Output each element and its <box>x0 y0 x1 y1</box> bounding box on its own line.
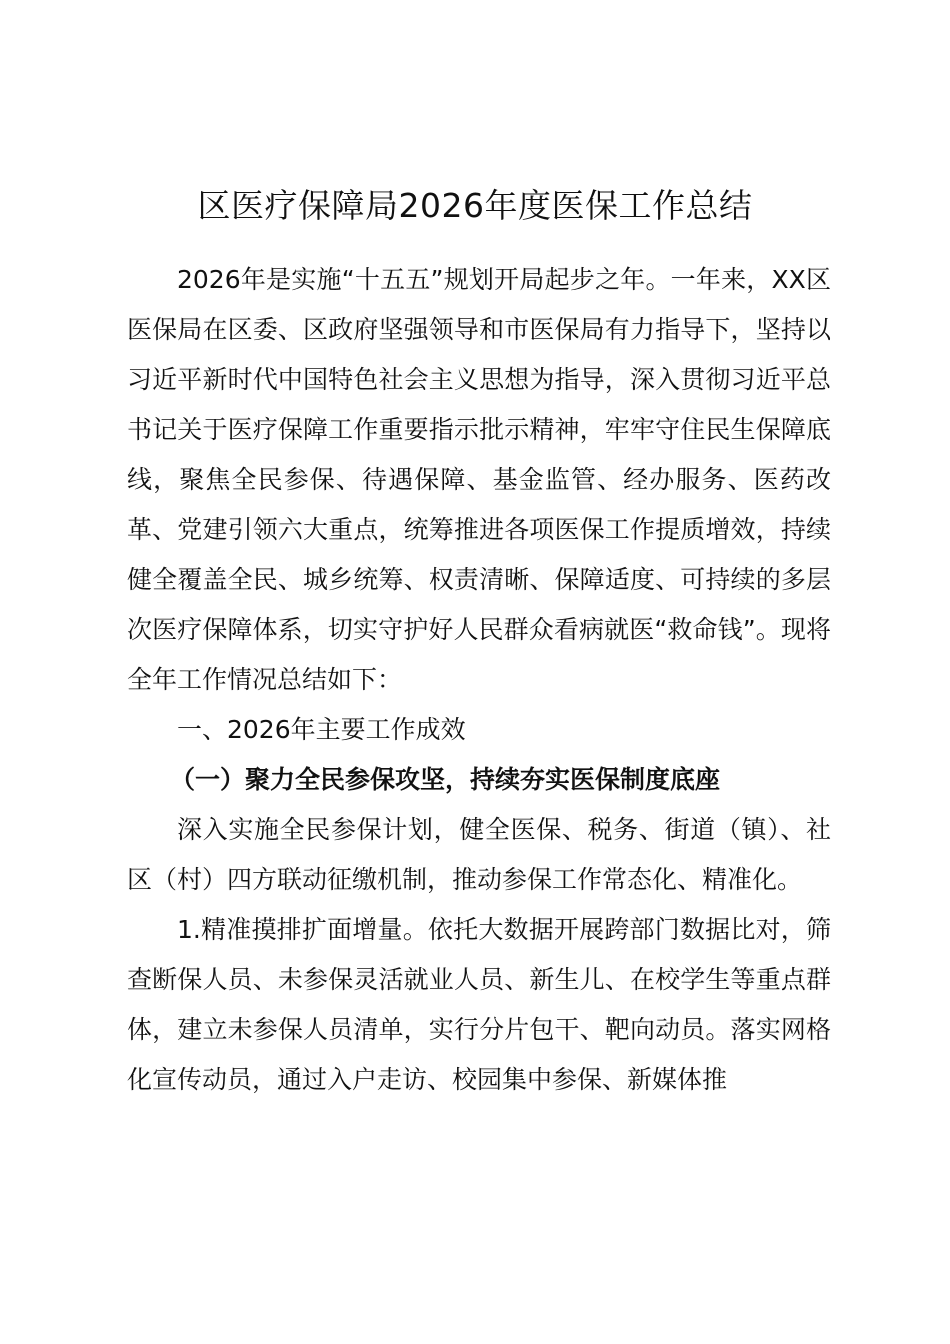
subsection-1-paragraph: 深入实施全民参保计划，健全医保、税务、街道（镇）、社区（村）四方联动征缴机制，推动参保工作常态化、精准化。 <box>127 815 831 894</box>
intro-paragraph: 2026年是实施“十五五”规划开局起步之年。一年来，XX区医保局在区委、区政府坚强领导和市医保局有力指导下，坚持以习近平新时代中国特色社会主义思想为指导，深入贯彻习近平总书记关于医疗保障工作重要指示批示精神，牢牢守住民生保障底线，聚焦全民参保、待遇保障、基金监管、经办服务、医药改革、党建引领六大重点，统筹推进各项医保工作提质增效，持续健全覆盖全民、城乡统筹、权责清晰、保障适度、可持续的多层次医疗保障体系，切实守护好人民群众看病就医“救命钱”。现将全年工作情况总结如下： <box>127 265 831 694</box>
item-1-paragraph: 1.精准摸排扩面增量。依托大数据开展跨部门数据比对，筛查断保人员、未参保灵活就业人员、新生儿、在校学生等重点群体，建立未参保人员清单，实行分片包干、靶向动员。落实网格化宣传动员，通过入户走访、校园集中参保、新媒体推 <box>127 915 831 1094</box>
document-body <box>127 255 831 1105</box>
section-heading-1: 一、2026年主要工作成效 <box>177 715 466 744</box>
document-title: 区医疗保障局2026年度医保工作总结 <box>197 186 753 225</box>
subsection-heading-1: （一）聚力全民参保攻坚，持续夯实医保制度底座 <box>170 765 721 794</box>
